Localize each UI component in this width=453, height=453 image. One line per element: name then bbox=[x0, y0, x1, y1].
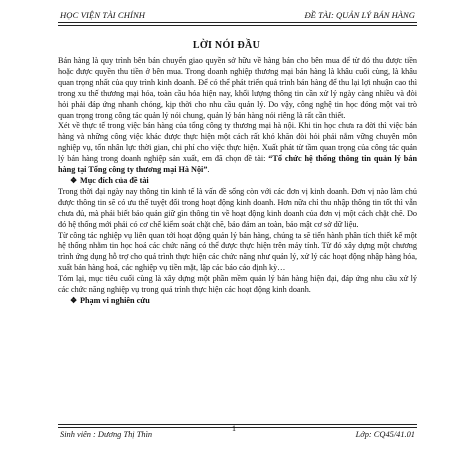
paragraph-context-end: . bbox=[207, 165, 210, 175]
paragraph-context bbox=[58, 121, 417, 176]
paragraph-context-text: Xét về thực tế trong việc bán hàng của tổng công ty thương mại hà nội. Khi tin học chưa ra đời thì việc bán hàng và những công việc khác được thực hiện một cách rất khó khăn đòi hỏi phải nắm vững chuyên môn nghiệp vụ, tốn nhân lực thời gian, chi phí cho việc thực hiện. Xuất phát từ tầm quan trọng của công tác quản lý bán hàng trong doanh nghiệp sản xuất, em đã chọn đề tài: bbox=[58, 121, 417, 164]
section-heading-scope-label: Phạm vi nghiên cứu bbox=[80, 295, 150, 305]
header-topic: ĐỀ TÀI: QUẢN LÝ BÁN HÀNG bbox=[304, 10, 415, 20]
page-title: LỜI NÓI ĐẦU bbox=[192, 40, 261, 51]
paragraph-purpose-1: Trong thời đại ngày nay thông tin kinh tế là vấn đề sống còn với các đơn vị kinh doanh. Đơn vị nào làm chủ được thông tin sẽ có ưu thế tuyệt đối trong hoạt động kinh doanh. Hơn nữa chỉ thu nhập thông tin tốt thì vẫn chưa đủ, mà phải biết bảo quản giữ gìn thông tin về hoạt động kinh doanh của đơn vị một cách chặt chẽ. Do đó hệ thống mới phải có cơ chế kiểm soát chặt chẽ, bảo đảm an toàn, bảo mật cơ sở dữ liệu. bbox=[58, 186, 417, 229]
bullet-icon: ❖ bbox=[70, 175, 78, 185]
header-institution: HỌC VIỆN TÀI CHÍNH bbox=[60, 10, 146, 20]
footer-class: Lớp: CQ45/41.01 bbox=[355, 430, 415, 439]
topic-title-quote: “Tổ chức hệ thống thông tin quản lý bán hàng tại Tổng công ty thương mại Hà Nội” bbox=[58, 154, 417, 175]
paragraph-purpose-2: Từ công tác nghiệp vụ liên quan tới hoạt động quản lý bán hàng, chúng ta sẽ tiến hành phân tích thiết kế một hệ thống nhằm tin học hoá các chức năng có thể được thực hiện trên máy tính. Từ đó xây dựng một chương trình ứng dụng hỗ trợ cho quá trình thực hiện các chức năng như quản lý, xử lý các hoạt động nhập hàng hóa, xuất bán hàng hoá, các nghiệp vụ tiền mặt, lập các báo cáo định kỳ… bbox=[58, 230, 417, 273]
body-text bbox=[58, 56, 417, 307]
page-number: 1 bbox=[232, 424, 236, 433]
paragraph-intro: Bán hàng là quy trình bên bán chuyển giao quyền sở hữu về hàng bán cho bên mua để từ đó thu được tiền hoặc được quyền thu tiền ở bên mua. Trong doanh nghiệp thương mại bán hàng là khâu cuối cùng, là khâu quan trọng nhất của quy trình kinh doanh. Để có thể phát triển quá trình bán hàng để thu lại lợi nhuận cao thì trong xu thế thương mại hóa, toàn cầu hóa hiện nay, khối lượng thông tin cần xử lý ngày càng nhiều và đòi hỏi phải đáp ứng nhanh chóng, kịp thời cho nhu cầu quản lý. Do vậy, công nghệ tin học đóng một vai trò quan trọng trong công tác quản lý nói chung, quản lý bán hàng nói riêng là rất cần thiết. bbox=[58, 56, 417, 120]
footer-rule bbox=[58, 424, 417, 428]
header-rule bbox=[58, 22, 417, 26]
bullet-icon: ❖ bbox=[70, 295, 78, 305]
section-heading-purpose-label: Mục đích của đề tài bbox=[80, 175, 149, 185]
footer-student: Sinh viên : Dương Thị Thìn bbox=[60, 430, 153, 439]
section-heading-purpose bbox=[70, 176, 417, 187]
section-heading-scope bbox=[70, 296, 417, 307]
paragraph-summary: Tóm lại, mục tiêu cuối cùng là xây dựng một phần mềm quản lý bán hàng hiện đại, đáp ứng nhu cầu xử lý các chức năng nghiệp vụ trong quá trình thực hiện các hoạt động kinh doanh. bbox=[58, 274, 417, 295]
